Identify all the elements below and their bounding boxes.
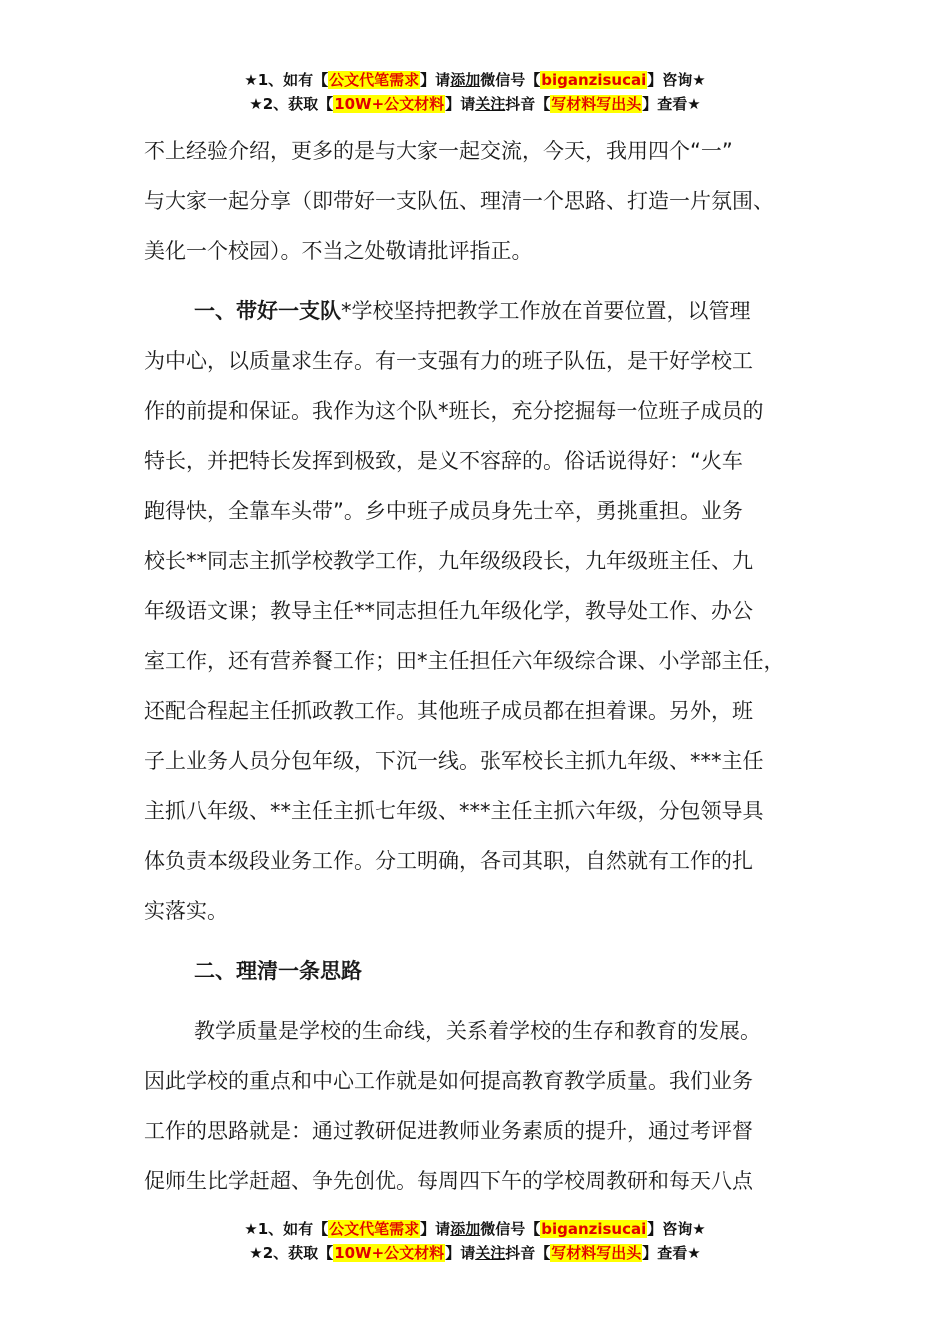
paragraph-line: 工作的思路就是：通过教研促进教师业务素质的提升，通过考评督 [144, 1119, 753, 1143]
banner-text: 抖音【 [505, 1244, 551, 1262]
banner-text: 】查看★ [642, 1244, 701, 1262]
paragraph-line: 教学质量是学校的生命线，关系着学校的生存和教育的发展。 [194, 1019, 761, 1043]
section1-text: *学校坚持把教学工作放在首要位置，以管理 [341, 299, 751, 323]
banner-text: 微信号【 [480, 1220, 541, 1238]
section1-first-line [144, 286, 829, 336]
banner-underlined: 关注 [475, 1244, 506, 1262]
banner-highlight: 公文代笔需求 [329, 71, 420, 89]
paragraph-line: 年级语文课；教导主任**同志担任九年级化学，教导处工作、办公 [144, 599, 753, 623]
banner-text: 】请 [420, 71, 451, 89]
banner-line-2 [0, 1241, 950, 1265]
banner-underlined: 添加 [450, 1220, 481, 1238]
banner-highlight-douyin: 写材料写出头 [551, 1244, 642, 1262]
banner-highlight-wechat: biganzisucai [541, 71, 647, 89]
banner-text: 】查看★ [642, 95, 701, 113]
paragraph-line: 体负责本级段业务工作。分工明确，各司其职，自然就有工作的扎 [144, 849, 753, 873]
paragraph-line: 室工作，还有营养餐工作；田*主任担任六年级综合课、小学部主任， [144, 649, 785, 673]
intro-line: 与大家一起分享（即带好一支队伍、理清一个思路、打造一片氛围、 [144, 189, 774, 213]
section1-heading: 一、带好一支队 [194, 299, 341, 323]
banner-text: ★2、获取【 [249, 95, 334, 113]
paragraph-line: 跑得快，全靠车头带”。乡中班子成员身先士卒，勇挑重担。业务 [144, 499, 743, 523]
banner-text: 】请 [445, 95, 476, 113]
banner-text: 】咨询★ [647, 1220, 706, 1238]
banner-text: 微信号【 [480, 71, 541, 89]
intro-line: 不上经验介绍，更多的是与大家一起交流，今天，我用四个“一” [144, 139, 733, 163]
paragraph-line: 还配合程起主任抓政教工作。其他班子成员都在担着课。另外，班 [144, 699, 753, 723]
section2-heading: 二、理清一条思路 [194, 959, 362, 983]
banner-highlight-wechat: biganzisucai [541, 1220, 647, 1238]
header-banner [0, 68, 950, 116]
banner-underlined: 添加 [450, 71, 481, 89]
intro-line: 美化一个校园）。不当之处敬请批评指正。 [144, 239, 533, 263]
banner-highlight-douyin: 写材料写出头 [551, 95, 642, 113]
paragraph-line: 子上业务人员分包年级，下沉一线。张军校长主抓九年级、***主任 [144, 749, 764, 773]
banner-highlight: 10W+公文材料 [334, 95, 445, 113]
banner-line-1 [0, 1217, 950, 1241]
paragraph-line: 因此学校的重点和中心工作就是如何提高教育教学质量。我们业务 [144, 1069, 753, 1093]
banner-highlight: 公文代笔需求 [329, 1220, 420, 1238]
banner-text: 】请 [445, 1244, 476, 1262]
banner-text: 】咨询★ [647, 71, 706, 89]
banner-line-1 [0, 68, 950, 92]
paragraph-line: 为中心，以质量求生存。有一支强有力的班子队伍，是干好学校工 [144, 349, 753, 373]
paragraph-line: 特长，并把特长发挥到极致，是义不容辞的。俗话说得好：“火车 [144, 449, 743, 473]
paragraph-line: 促师生比学赶超、争先创优。每周四下午的学校周教研和每天八点 [144, 1169, 753, 1193]
banner-underlined: 关注 [475, 95, 506, 113]
paragraph-line: 校长**同志主抓学校教学工作，九年级级段长，九年级班主任、九 [144, 549, 753, 573]
banner-highlight: 10W+公文材料 [334, 1244, 445, 1262]
footer-banner [0, 1217, 950, 1265]
banner-text: ★1、如有【 [244, 71, 329, 89]
banner-text: ★2、获取【 [249, 1244, 334, 1262]
banner-text: 抖音【 [505, 95, 551, 113]
banner-line-2 [0, 92, 950, 116]
document-body [144, 126, 829, 1206]
banner-text: ★1、如有【 [244, 1220, 329, 1238]
paragraph-line: 作的前提和保证。我作为这个队*班长，充分挖掘每一位班子成员的 [144, 399, 764, 423]
paragraph-line: 实落实。 [144, 899, 228, 923]
banner-text: 】请 [420, 1220, 451, 1238]
paragraph-line: 主抓八年级、**主任主抓七年级、***主任主抓六年级，分包领导具 [144, 799, 764, 823]
